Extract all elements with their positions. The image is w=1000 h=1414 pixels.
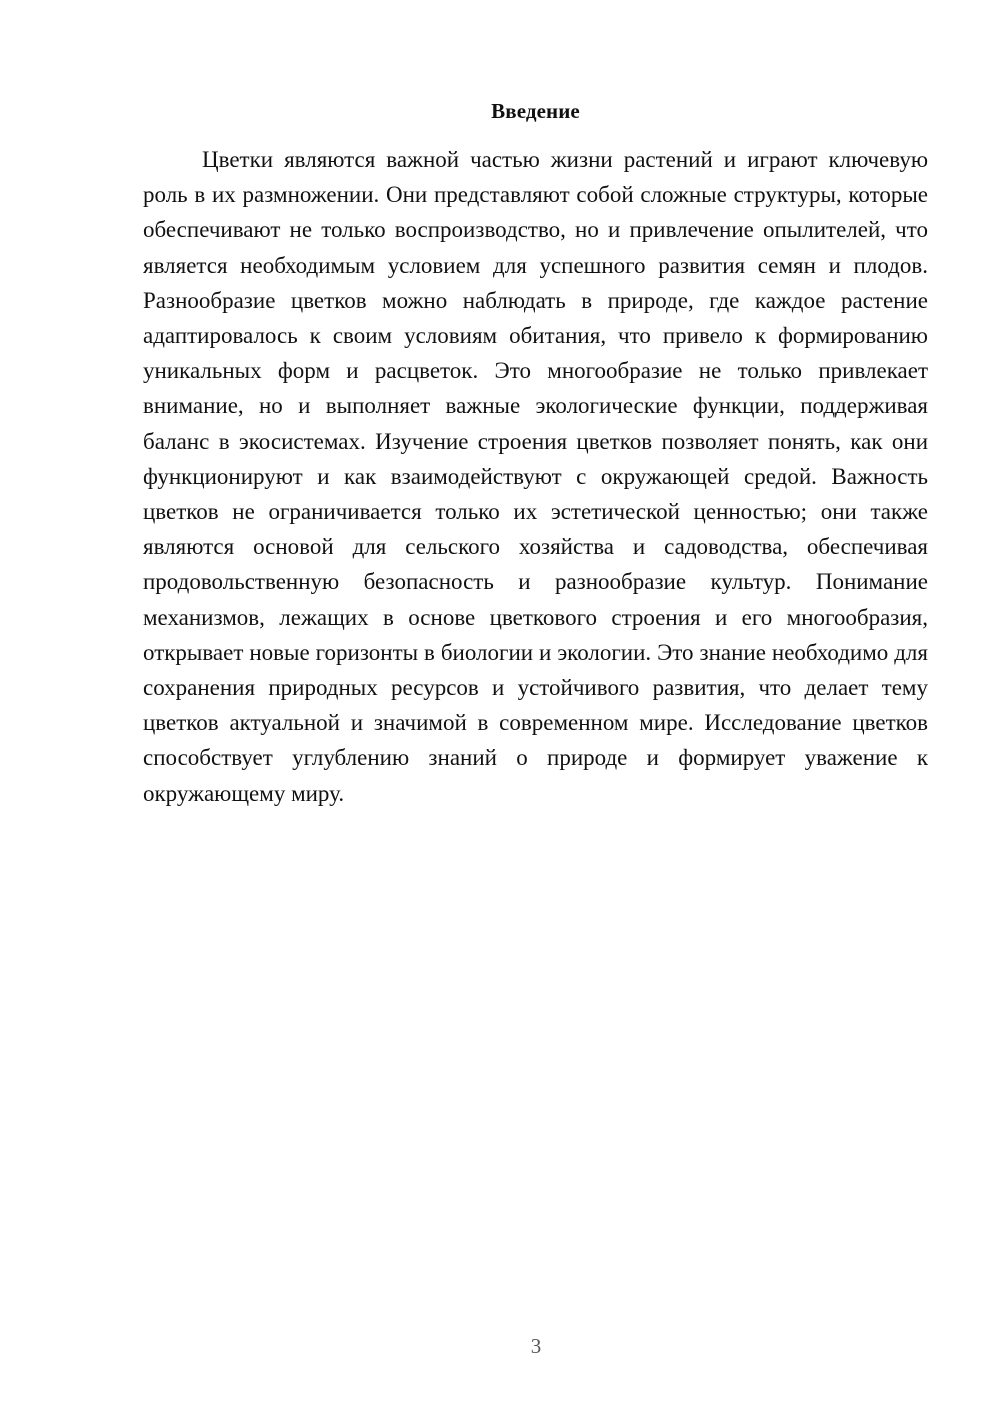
page-number: 3	[530, 1334, 542, 1358]
body-paragraph: Цветки являются важной частью жизни растений и играют ключевую роль в их размножении. Они представляют собой сложные структуры, которые обеспечивают не только воспроизводство, но и привлечение опылителей, что является необходимым условием для успешного развития семян и плодов. Разнообразие цветков можно наблюдать в природе, где каждое растение адаптировалось к своим условиям обитания, что привело к формированию уникальных форм и расцветок. Это многообразие не только привлекает внимание, но и выполняет важные экологические функции, поддерживая баланс в экосистемах. Изучение строения цветков позволяет понять, как они функционируют и как взаимодействуют с окружающей средой. Важность цветков не ограничивается только их эстетической ценностью; они также являются основой для сельского хозяйства и садоводства, обеспечивая продовольственную безопасность и разнообразие культур. Понимание механизмов, лежащих в основе цветкового строения и его многообразия, открывает новые горизонты в биологии и экологии. Это знание необходимо для сохранения природных ресурсов и устойчивого развития, что делает тему цветков актуальной и значимой в современном мире. Исследование цветков способствует углублению знаний о природе и формирует уважение к окружающему миру.	[143, 147, 928, 806]
section-heading: Введение	[491, 99, 580, 123]
